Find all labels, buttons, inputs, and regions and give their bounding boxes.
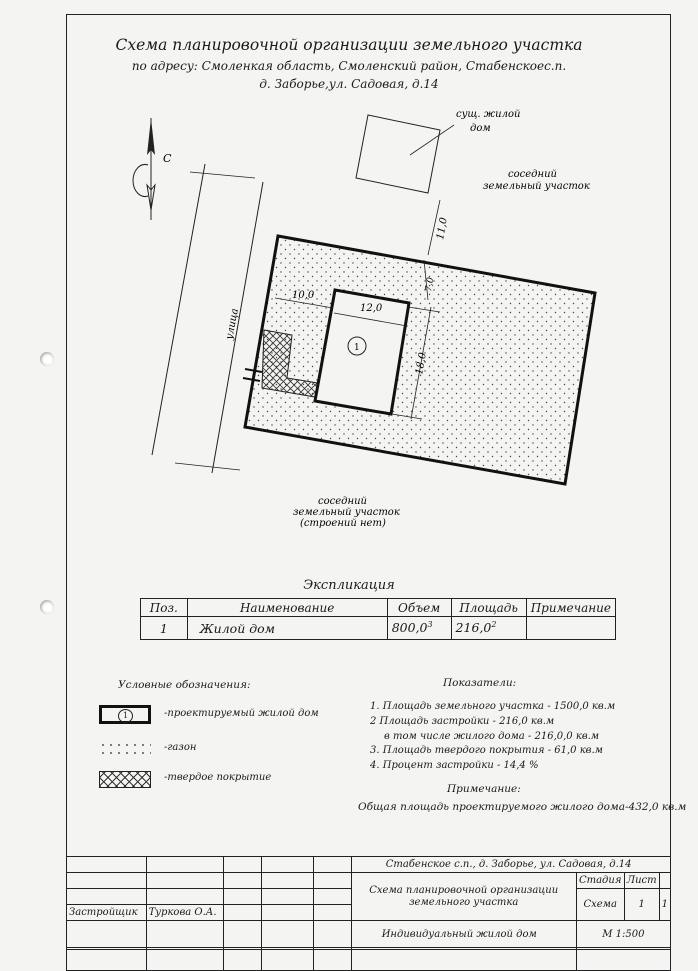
note-title: Примечание: [447,783,521,795]
stamp-stage-value: Схема [576,889,624,921]
stamp-sheet-value: 1 [624,889,659,921]
explication-table [140,598,616,640]
indicator-4: 4. Процент застройки - 14,4 % [370,760,539,771]
stamp-stage-header: Стадия [576,873,624,889]
stamp-developer-label: Застройщик [67,905,147,921]
neighbor-bottom-label-2: земельный участок [293,507,400,518]
dimension-12: 12,0 [360,303,383,314]
dimension-7: 7,0 [424,276,437,293]
neighbor-top-label-1: соседний [508,169,557,180]
header-name: Наименование [187,599,387,617]
address-line-2: д. Заборье,ул. Садовая, д.14 [259,77,439,91]
table-row [141,617,616,640]
legend-pavement-swatch [99,771,151,788]
neighbor-bottom-label-1: соседний [318,496,367,507]
stamp-sheet-header: Лист [624,873,659,889]
table-header-row [141,599,616,617]
stamp-developer-name: Туркова О.А. [146,905,224,921]
legend-pavement-label: -твердое покрытие [164,772,272,783]
explication-title: Экспликация [303,578,395,593]
title-block [66,856,671,971]
existing-house [356,115,440,193]
binder-hole [40,352,54,366]
indicator-3: 3. Площадь твердого покрытия - 61,0 кв.м [370,745,603,756]
existing-house-label: сущ. жилой [456,109,521,120]
row-pos: 1 [141,617,188,640]
row-name: Жилой дом [187,617,387,640]
header-pos: Поз. [141,599,188,617]
neighbor-bottom-label-3: (строений нет) [300,518,386,529]
stamp-sheets-value: 1 [659,889,670,921]
dimension-11: 11,0 [435,216,450,241]
north-label: С [163,152,172,165]
stamp-object: Индивидуальный жилой дом [351,921,576,948]
indicator-2: 2 Площадь застройки - 216,0 кв.м [370,716,555,727]
legend-title: Условные обозначения: [118,679,251,691]
stamp-sheets-header [659,873,670,889]
dimension-10: 10,0 [292,290,315,301]
note-text: Общая площадь проектируемого жилого дома-432,0 кв.м [358,801,687,813]
dimension-18: 18,0 [414,351,429,376]
indicators-title: Показатели: [443,677,517,689]
address-line-1: по адресу: Смоленкая область, Смоленский район, Стабенскоес.п. [131,59,567,73]
row-volume: 800,0$^3$ [387,617,451,640]
header-note: Примечание [526,599,615,617]
legend-house-label: -проектируемый жилой дом [164,708,319,719]
row-area: 216,0$^2$ [451,617,526,640]
header-area: Площадь [451,599,526,617]
row-note [526,617,615,640]
street-label: улица [224,307,241,341]
neighbor-top-label-2: земельный участок [483,181,590,192]
legend-house-swatch [99,705,151,724]
building-number: 1 [354,343,360,353]
binder-hole [40,600,54,614]
legend-lawn-label: -газон [164,742,197,753]
legend-house-marker: 1 [118,709,133,723]
indicator-2-sub: в том числе жилого дома - 216,0,0 кв.м [384,731,600,742]
legend-lawn-swatch [99,741,151,756]
page-title: Схема планировочной организации земельного участка [115,36,583,54]
existing-house-label-2: дом [470,123,491,134]
header-volume: Объем [387,599,451,617]
stamp-address: Стабенское с.п., д. Заборье, ул. Садовая, д.14 [351,857,670,873]
north-arrow [133,118,155,220]
stamp-doc-title: Схема планировочной организации земельного участка [351,873,576,921]
stamp-scale: М 1:500 [576,921,670,948]
indicator-1: 1. Площадь земельного участка - 1500,0 кв.м [370,701,616,712]
